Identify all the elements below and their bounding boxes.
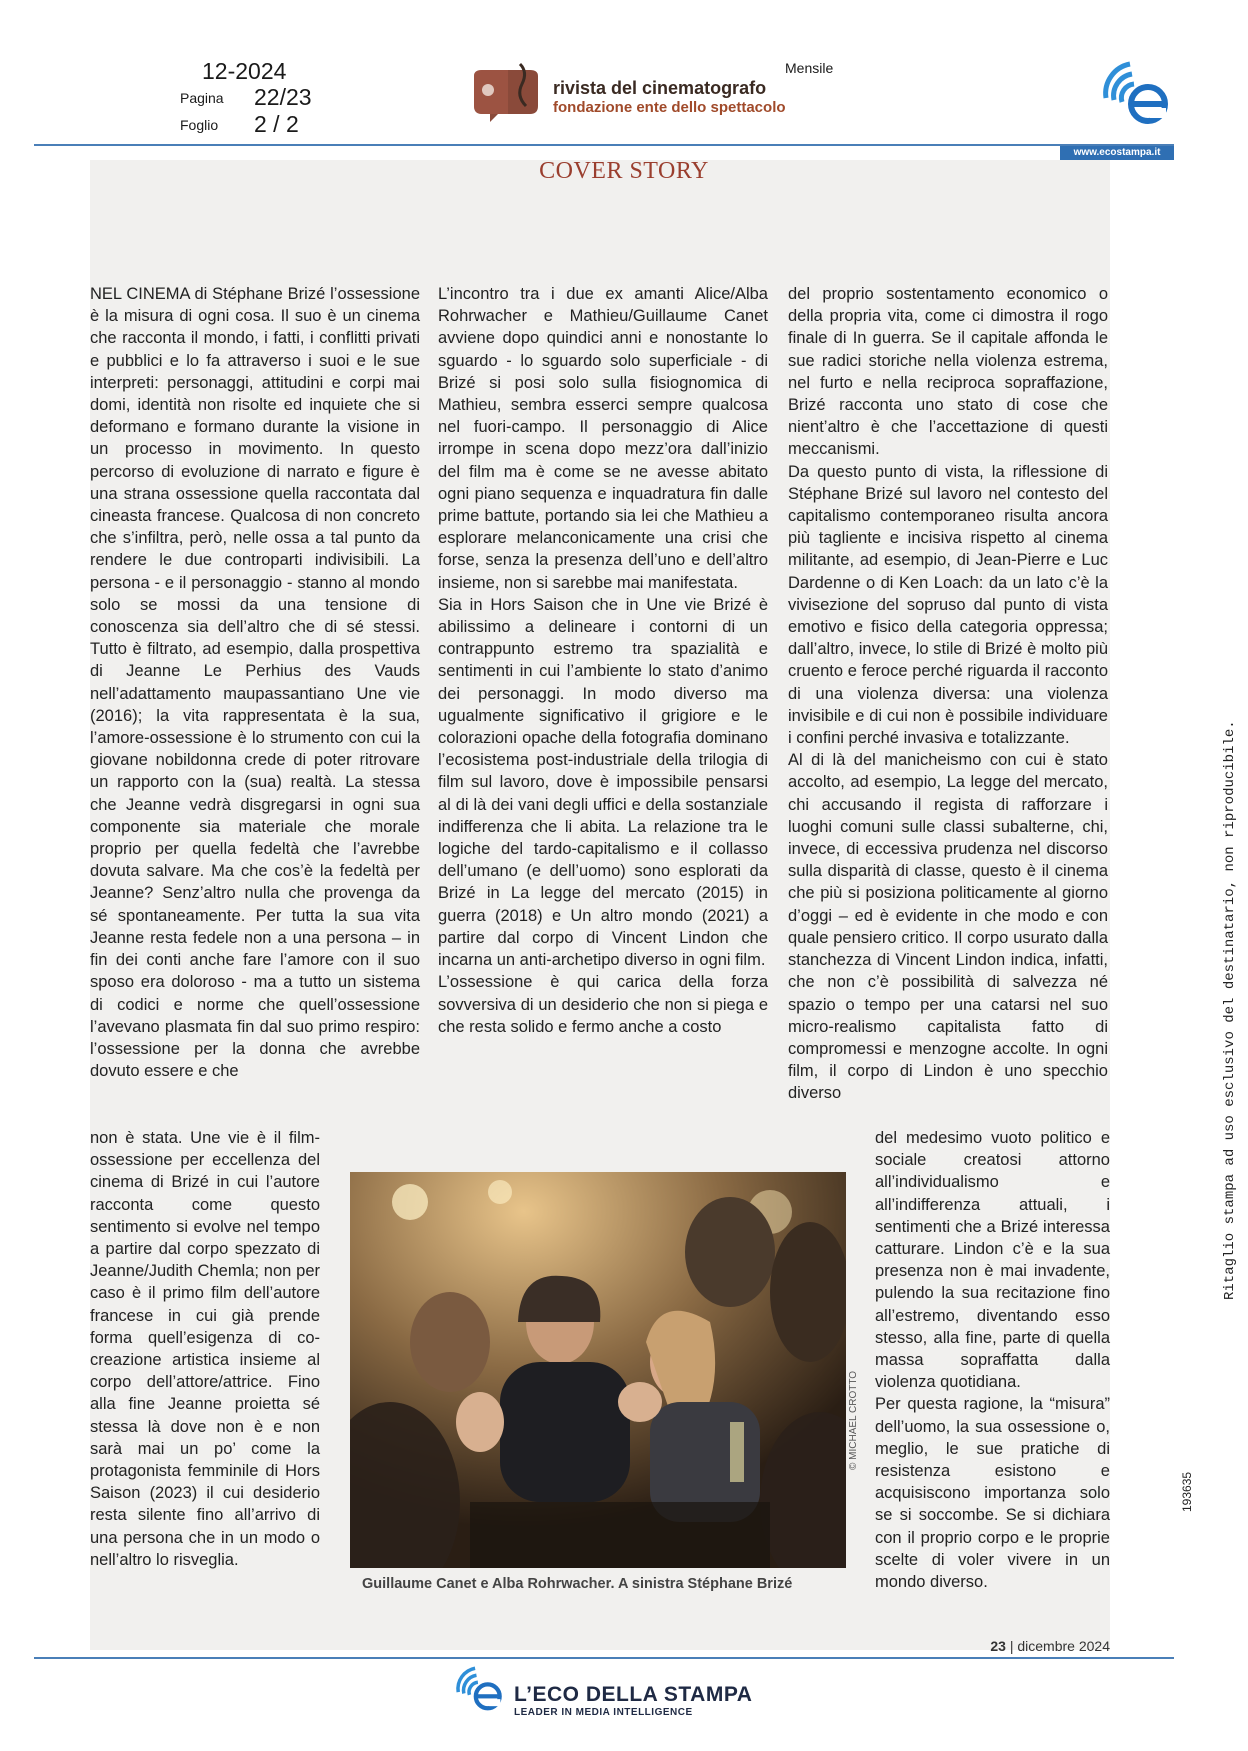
photo-caption: Guillaume Canet e Alba Rohrwacher. A sinistra Stéphane Brizé [362,1576,793,1592]
page-footer [900,1638,1110,1654]
foglio-value: 2 / 2 [254,111,299,137]
foglio-label: Foglio [180,117,219,133]
clip-date: 12-2024 [202,58,287,84]
page-date: dicembre 2024 [1017,1638,1110,1654]
section-title: COVER STORY [539,158,709,184]
paragraph: del medesimo vuoto politico e sociale creatosi attorno all’individualismo e all’indifferenza attuali, i sentimenti che a Brizé interessa catturare. Lindon c’è e la sua presenza non è mai invadente, pulendo la sua recitazione fino all’estremo, diventando esso stesso, alla fine, parte di quella massa sopraffatta dalla violenza quotidiana. [875,1129,1110,1392]
page-number: 23 [990,1638,1006,1654]
footer-brand: L’ECO DELLA STAMPA [514,1683,753,1706]
website-link[interactable]: www.ecostampa.it [1060,146,1174,160]
article-column-1 [90,283,420,1082]
footer-tagline: LEADER IN MEDIA INTELLIGENCE [514,1707,693,1718]
paragraph: Per questa ragione, la “misura” dell’uomo, la sua ossessione o, meglio, le sue pratiche di resistenza esistono e acquisiscono importanza solo se si soccombe. Se si dichiara con il proprio corpo e le proprie scelte di voler vivere in un mondo diverso. [875,1395,1110,1592]
photo-credit: © MICHAEL CROTTO [848,1370,859,1470]
paragraph: L’incontro tra i due ex amanti Alice/Alba Rohrwacher e Mathieu/Guillaume Canet avviene dopo quindici anni e nonostante lo sguardo - lo sguardo solo superficiale - di Brizé si posi solo sulla fisiognomica di Mathieu, sembra esserci sempre qualcosa nel fuori-campo. Il personaggio di Alice irrompe in scena dopo mezz’ora dall’inizio del film ma è come se ne avesse abitato ogni piano sequenza e inquadratura fin dalle prime battute, portando sia lei che Mathieu a esplorare melanconicamente una crisi che forse, senza la presenza dell’uno e dell’altro insieme, non si sarebbe mai manifestata. [438,285,768,592]
ecostampa-logo-icon [1100,58,1174,132]
copyright-notice: Ritaglio stampa ad uso esclusivo del destinatario, non riproducibile. [1222,720,1238,1300]
paragraph: del proprio sostentamento economico o della propria vita, come ci dimostra il rogo finale di In guerra. Se il capitale affonda le sue radici storiche nella violenza estrema, nel furto e nella reciproca sopraffazione, Brizé racconta uno stato di cose che nient’altro è che l’accettazione di questi meccanismi. [788,285,1108,459]
article-column-3 [788,283,1108,1105]
paragraph: L’ossessione è qui carica della forza sovversiva di un desiderio che non si piega e che resta solido e fermo anche a costo [438,973,768,1036]
photo-scene [350,1172,846,1568]
ecostampa-logo-icon [454,1664,506,1716]
cinematografo-logo-icon [468,62,546,124]
pagina-value: 22/23 [254,84,312,110]
paragraph: Al di là del manicheismo con cui è stato accolto, ad esempio, La legge del mercato, chi accusando il regista di rafforzare i luoghi comuni sulle classi subalterne, chi, invece, di eccessiva prudenza nel discorso sulla disparità di classe, questo è il cinema che più si posiziona politicamente al giorno d’oggi – ed è evidente in che modo e con quale pensiero critico. Il corpo usurato dalla stanchezza di Vincent Lindon indica, infatti, che non c’è possibilità di salvezza né spazio o tempo per una catarsi nel suo micro-realismo capitalista fatto di compromessi e menzogne accolte. In ogni film, il corpo di Lindon è uno specchio diverso [788,751,1108,1103]
paragraph: Sia in Hors Saison che in Une vie Brizé è abilissimo a delineare i contorni di un contrappunto estremo tra spazialità e sentimenti in cui l’ambiente lo stato d’animo dei personaggi. In modo diverso ma ugualmente significativo il grigiore e le colorazioni opache della fotografia dominano l’ecosistema post-industriale della trilogia di film sul lavoro, dove è impossibile pensarsi al di là dei vani degli uffici e della sostanziale indifferenza che li abita. La relazione tra le logiche del tardo-capitalismo e il collasso dell’umano (e dell’uomo) sono esplorati da Brizé in La legge del mercato (2015) in guerra (2018) e Un altro mondo (2021) a partire dal corpo di Vincent Lindon che incarna un anti-archetipo diverso in ogni film. [438,595,768,970]
paragraph: Da questo punto di vista, la riflessione di Stéphane Brizé sul lavoro nel contesto del capitalismo contemporaneo risulta ancora più tagliente e incisiva rispetto al cinema militante, ad esempio, di Jean-Pierre e Luc Dardenne o di Ken Loach: da un lato c’è la vivisezione del sopruso dal punto di vista emotivo e fisico della categoria oppressa; dall’altro, invece, lo stile di Brizé è molto più cruento e feroce perché riguarda il racconto di una violenza diversa: una violenza invisibile e di cui non è possibile individuare i confini perché invasiva e totalizzante. [788,462,1108,748]
publication-subtitle: fondazione ente dello spettacolo [553,99,786,116]
header-rule [34,144,1174,146]
article-column-1-continued [90,1127,320,1571]
article-photo [350,1172,846,1568]
footer-rule [34,1657,1174,1659]
frequency-label: Mensile [785,60,834,76]
footer-separator: | [1009,1638,1018,1654]
clip-id: 193635 [1180,1471,1194,1512]
article-column-2 [438,283,768,1038]
pagina-label: Pagina [180,90,224,106]
paragraph: non è stata. Une vie è il film-ossessione per eccellenza del cinema di Brizé in cui l’autore racconta come questo sentimento si evolve nel tempo a partire dal corpo spezzato di Jeanne/Judith Chemla; non per caso è il primo film dell’autore francese in cui già prende forma quell’esigenza di co-creazione artistica insieme al corpo dell’attore/attrice. Fino alla fine Jeanne proietta sé stessa là dove non è e non sarà mai un po’ come la protagonista femminile di Hors Saison (2023) il cui desiderio resta silente fino all’arrivo di una persona che in un modo o nell’altro lo risveglia. [90,1129,320,1569]
publication-name: rivista del cinematografo [553,78,767,98]
article-column-3-continued [875,1127,1110,1593]
paragraph: NEL CINEMA di Stéphane Brizé l’ossessione è la misura di ogni cosa. Il suo è un cinema che racconta il mondo, i fatti, i conflitti privati e pubblici e lo fa attraverso i suoi e le sue interpreti: personaggi, attitudini e corpi mai domi, identità non risolte ed inquiete che si deformano e formano durante la visione in un processo in movimento. In questo percorso di evoluzione di narrato e figure è una strana ossessione quella raccontata dal cineasta francese. Qualcosa di non concreto che s’infiltra, però, nelle ossa a tal punto da rendere le due controparti indivisibili. La persona - e il personaggio - stanno al mondo solo se mossi da una tensione di conoscenza sia dell’altro che di sé stessi. Tutto è filtrato, ad esempio, dalla prospettiva di Jeanne Le Perhius des Vauds nell’adattamento maupassantiano Une vie (2016); la vita rappresentata è la sua, l’amore-ossessione è lo strumento con cui la giovane nobildonna crede di poter ritrovare un rapporto con la (sua) realtà. La stessa che Jeanne vedrà disgregarsi in ogni sua componente sia materiale che morale proprio per quella fedeltà che l’avrebbe dovuta salvare. Ma che cos’è la fedeltà per Jeanne? Senz’altro nulla che provenga da sé spontaneamente. Per tutta la sua vita Jeanne resta fedele non a una persona – in fin dei conti anche fare l’amore con il suo sposo era doloroso - ma a tutto un sistema di codici e norme che quell’ossessione l’avevano plasmata fin dal suo primo respiro: l’ossessione per la donna che avrebbe dovuto essere e che [90,285,420,1081]
